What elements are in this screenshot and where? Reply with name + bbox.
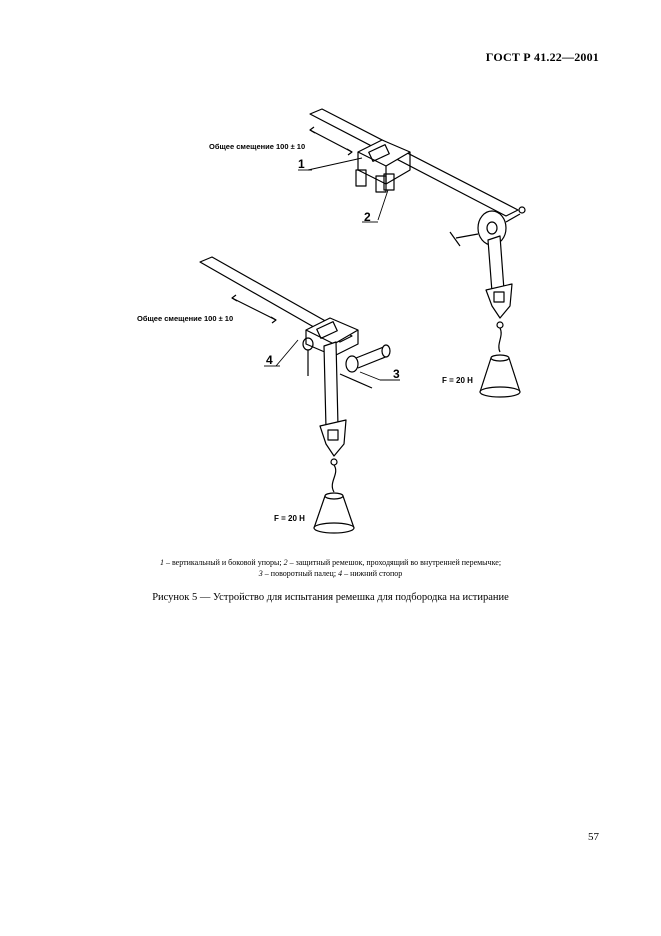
callout-3: 3 [393,367,400,381]
callout-4: 4 [266,353,273,367]
upper-hanging-strap [488,236,504,292]
legend-text-4: – нижний стопор [342,569,403,578]
upper-weight [480,355,520,397]
lower-buckle [320,420,346,456]
figure-caption: Рисунок 5 — Устройство для испытания ремешка для подбородка на истирание [152,592,509,603]
callout-1: 1 [298,157,305,171]
lower-hanging-strap [324,342,338,428]
lower-stop [303,338,313,350]
document-code: ГОСТ Р 41.22—2001 [485,50,599,64]
upper-displacement-label: Общее смещение 100 ± 10 [209,142,306,151]
legend-num-3: 3 [258,569,263,578]
legend-text-2: – защитный ремешок, проходящий во внутренней перемычке; [287,558,502,567]
figure-legend [60,557,601,579]
page-number: 57 [588,831,599,843]
legend-num-1: 1 [159,558,164,567]
lower-displacement-label: Общее смещение 100 ± 10 [137,314,234,323]
legend-num-2: 2 [283,558,288,567]
protective-strap-stop [356,170,366,186]
legend-line-2 [60,568,601,579]
legend-line-1 [60,557,601,568]
lower-weight [314,493,354,533]
legend-text-1: – вертикальный и боковой упоры; [163,558,284,567]
lower-force-label: F = 20 Н [274,514,305,523]
upper-buckle [486,284,512,318]
upper-displacement-arrow [310,130,352,152]
lower-assembly [200,257,400,533]
legend-text-3: – поворотный палец; [262,569,339,578]
upper-force-label: F = 20 Н [442,376,473,385]
callout-2: 2 [364,210,371,224]
legend-num-4: 4 [338,569,343,578]
